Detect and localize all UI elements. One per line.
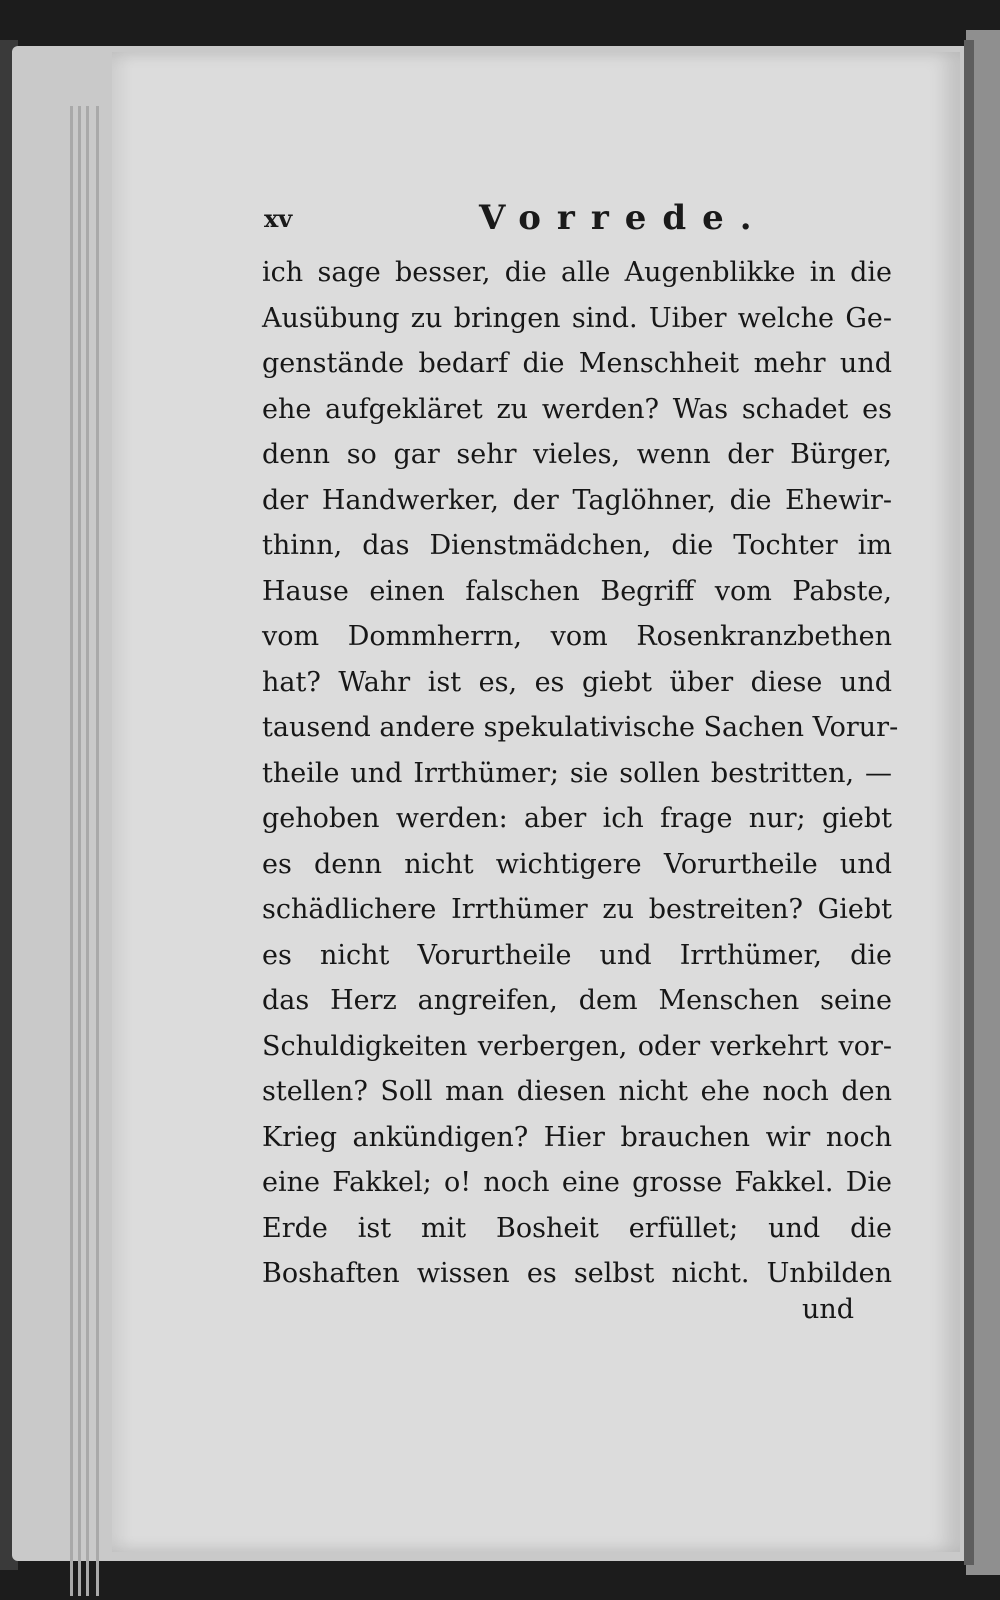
page-edge — [86, 106, 89, 1596]
text-line: ich sage besser, die alle Augenblikke in die — [262, 257, 892, 288]
text-line: ehe aufgekläret zu werden? Was schadet es — [262, 393, 892, 425]
book-binding-shadow — [964, 40, 974, 1565]
text-line: es denn nicht wichtigere Vorurtheile und — [262, 848, 892, 880]
text-line: schädlichere Irrthümer zu bestreiten? Giebt — [262, 894, 892, 925]
text-line: Boshaften wissen es selbst nicht. Unbilden — [262, 1258, 892, 1289]
text-line: theile und Irrthümer; sie sollen bestritten, — — [262, 757, 892, 789]
page-edge — [70, 106, 73, 1596]
running-head: Vorrede. — [479, 198, 768, 238]
text-line: eine Fakkel; o! noch eine grosse Fakkel. Die — [262, 1167, 892, 1198]
text-line: genstände bedarf die Menschheit mehr und — [262, 348, 892, 379]
text-line: das Herz angreifen, dem Menschen seine — [262, 985, 892, 1016]
text-line: hat? Wahr ist es, es giebt über diese und — [262, 666, 892, 698]
text-line: es nicht Vorurtheile und Irrthümer, die — [262, 939, 892, 971]
text-line: thinn, das Dienstmädchen, die Tochter im — [262, 530, 892, 561]
catchword: und — [802, 1294, 855, 1325]
text-line: tausend andere spekulativische Sachen Vorur- — [262, 712, 899, 743]
text-line: der Handwerker, der Taglöhner, die Ehewir- — [262, 484, 892, 516]
text-line: gehoben werden: aber ich frage nur; giebt — [262, 803, 892, 834]
page-number: xv — [264, 204, 293, 233]
page-edge — [96, 106, 99, 1596]
page-header — [264, 198, 904, 238]
text-line: Schuldigkeiten verbergen, oder verkehrt vor- — [262, 1030, 892, 1062]
text-line: Krieg ankündigen? Hier brauchen wir noch — [262, 1121, 892, 1153]
text-line: Ausübung zu bringen sind. Uiber welche Ge- — [262, 302, 892, 334]
text-line: Hause einen falschen Begriff vom Pabste, — [262, 575, 892, 607]
text-line: denn so gar sehr vieles, wenn der Bürger, — [262, 439, 892, 470]
text-line: stellen? Soll man diesen nicht ehe noch den — [262, 1076, 892, 1107]
body-text — [262, 250, 899, 1297]
text-line: vom Dommherrn, vom Rosenkranzbethen — [262, 621, 892, 652]
text-line: Erde ist mit Bosheit erfüllet; und die — [262, 1212, 892, 1244]
page-edge — [78, 106, 81, 1596]
